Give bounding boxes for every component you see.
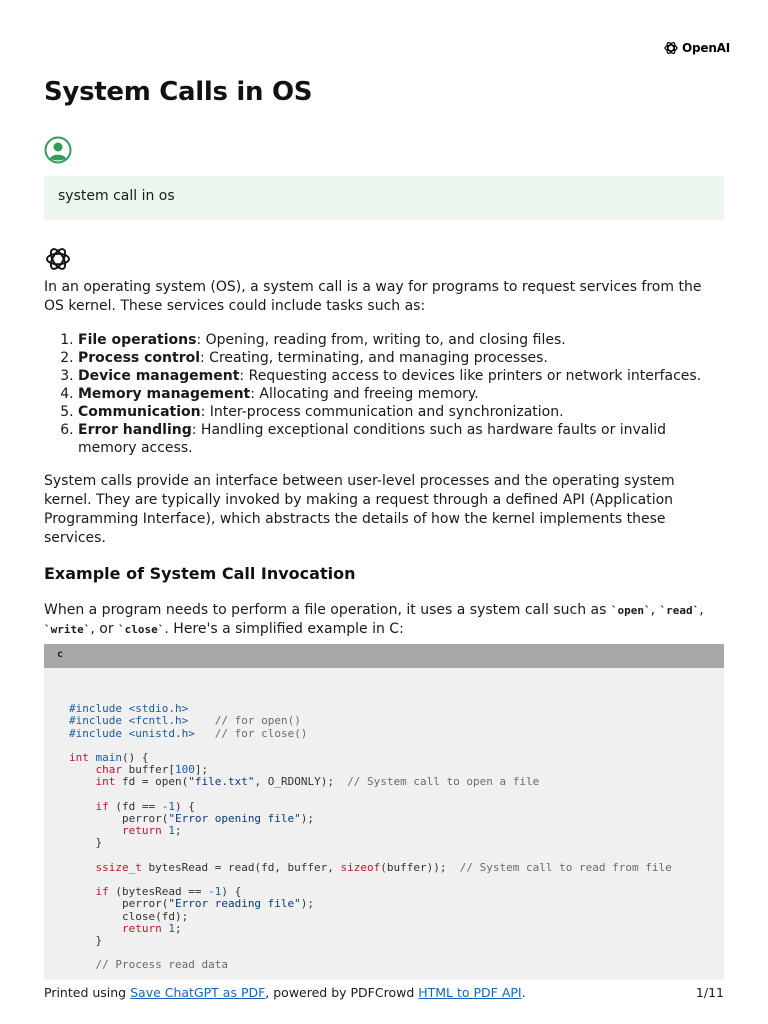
inline-code-read: `read` [659, 604, 700, 617]
code-line: return 1; [121, 921, 182, 935]
list-item: 4. Memory management: Allocating and freeing memory. [78, 385, 724, 403]
page-number: 1/11 [695, 985, 724, 1000]
list-item: 3. Device management: Requesting access to devices like printers or network interfaces. [78, 367, 724, 385]
page-title: System Calls in OS [44, 77, 313, 107]
code-line: int main() { [69, 751, 149, 765]
code-line: ssize_t bytesRead = read(fd, buffer, sizeof(buffer)); // System call to read from file [95, 860, 672, 874]
brand-name: OpenAI [682, 41, 731, 55]
code-content [44, 668, 724, 972]
user-avatar-icon [44, 136, 72, 164]
html-to-pdf-api-link[interactable]: HTML to PDF API [418, 985, 522, 1000]
intro-paragraph: In an operating system (OS), a system call is a way for programs to request services from the OS kernel. These services could include tasks such as: [44, 279, 702, 314]
list-item: 2. Process control: Creating, terminating, and managing processes. [78, 349, 724, 367]
code-line: char buffer[100]; [95, 763, 209, 777]
user-prompt [44, 176, 724, 220]
user-prompt-text: system call in os [58, 188, 175, 204]
code-line: // Process read data [95, 958, 228, 972]
openai-brand [663, 40, 730, 56]
code-line: close(fd); [121, 909, 189, 923]
code-block [44, 668, 724, 980]
code-line: } [95, 836, 103, 850]
inline-code-write: `write` [44, 623, 91, 636]
save-chatgpt-pdf-link[interactable]: Save ChatGPT as PDF [130, 985, 266, 1000]
code-line: } [95, 934, 103, 948]
code-line: #include <fcntl.h> // for open() [69, 714, 301, 728]
code-line: if (fd == -1) { [95, 799, 195, 813]
code-line: perror("Error reading file"); [121, 897, 315, 911]
chatgpt-logo-icon [44, 245, 72, 273]
code-line: #include <unistd.h> // for close() [69, 726, 308, 740]
print-footer: Printed using Save ChatGPT as PDF, powered by PDFCrowd HTML to PDF API. 1/11 [44, 985, 724, 1000]
list-item: 6. Error handling: Handling exceptional conditions such as hardware faults or invalid memory access. [78, 421, 724, 457]
code-language-label: c [44, 644, 724, 668]
code-line: perror("Error opening file"); [121, 812, 315, 826]
example-intro-paragraph: When a program needs to perform a file operation, it uses a system call such as `open`, `read`, `write`, or `close`. Here's a simplified example in C: [44, 602, 704, 637]
openai-logo-icon [663, 40, 679, 56]
code-line: if (bytesRead == -1) { [95, 885, 242, 899]
inline-code-open: `open` [610, 604, 651, 617]
code-line: return 1; [121, 824, 182, 838]
features-list [44, 331, 724, 457]
code-line: #include <stdio.h> [69, 702, 189, 716]
section-heading: Example of System Call Invocation [44, 564, 356, 583]
api-paragraph: System calls provide an interface between user-level processes and the operating system kernel. They are typically invoked by making a request through a defined API (Application Programming Interface), which abstracts the details of how the kernel implements these services. [44, 473, 675, 546]
code-line: int fd = open("file.txt", O_RDONLY); // System call to open a file [95, 775, 540, 789]
assistant-response [44, 278, 724, 639]
list-item: 5. Communication: Inter-process communication and synchronization. [78, 403, 724, 421]
list-item: 1. File operations: Opening, reading from, writing to, and closing files. [78, 331, 724, 349]
inline-code-close: `close` [118, 623, 165, 636]
